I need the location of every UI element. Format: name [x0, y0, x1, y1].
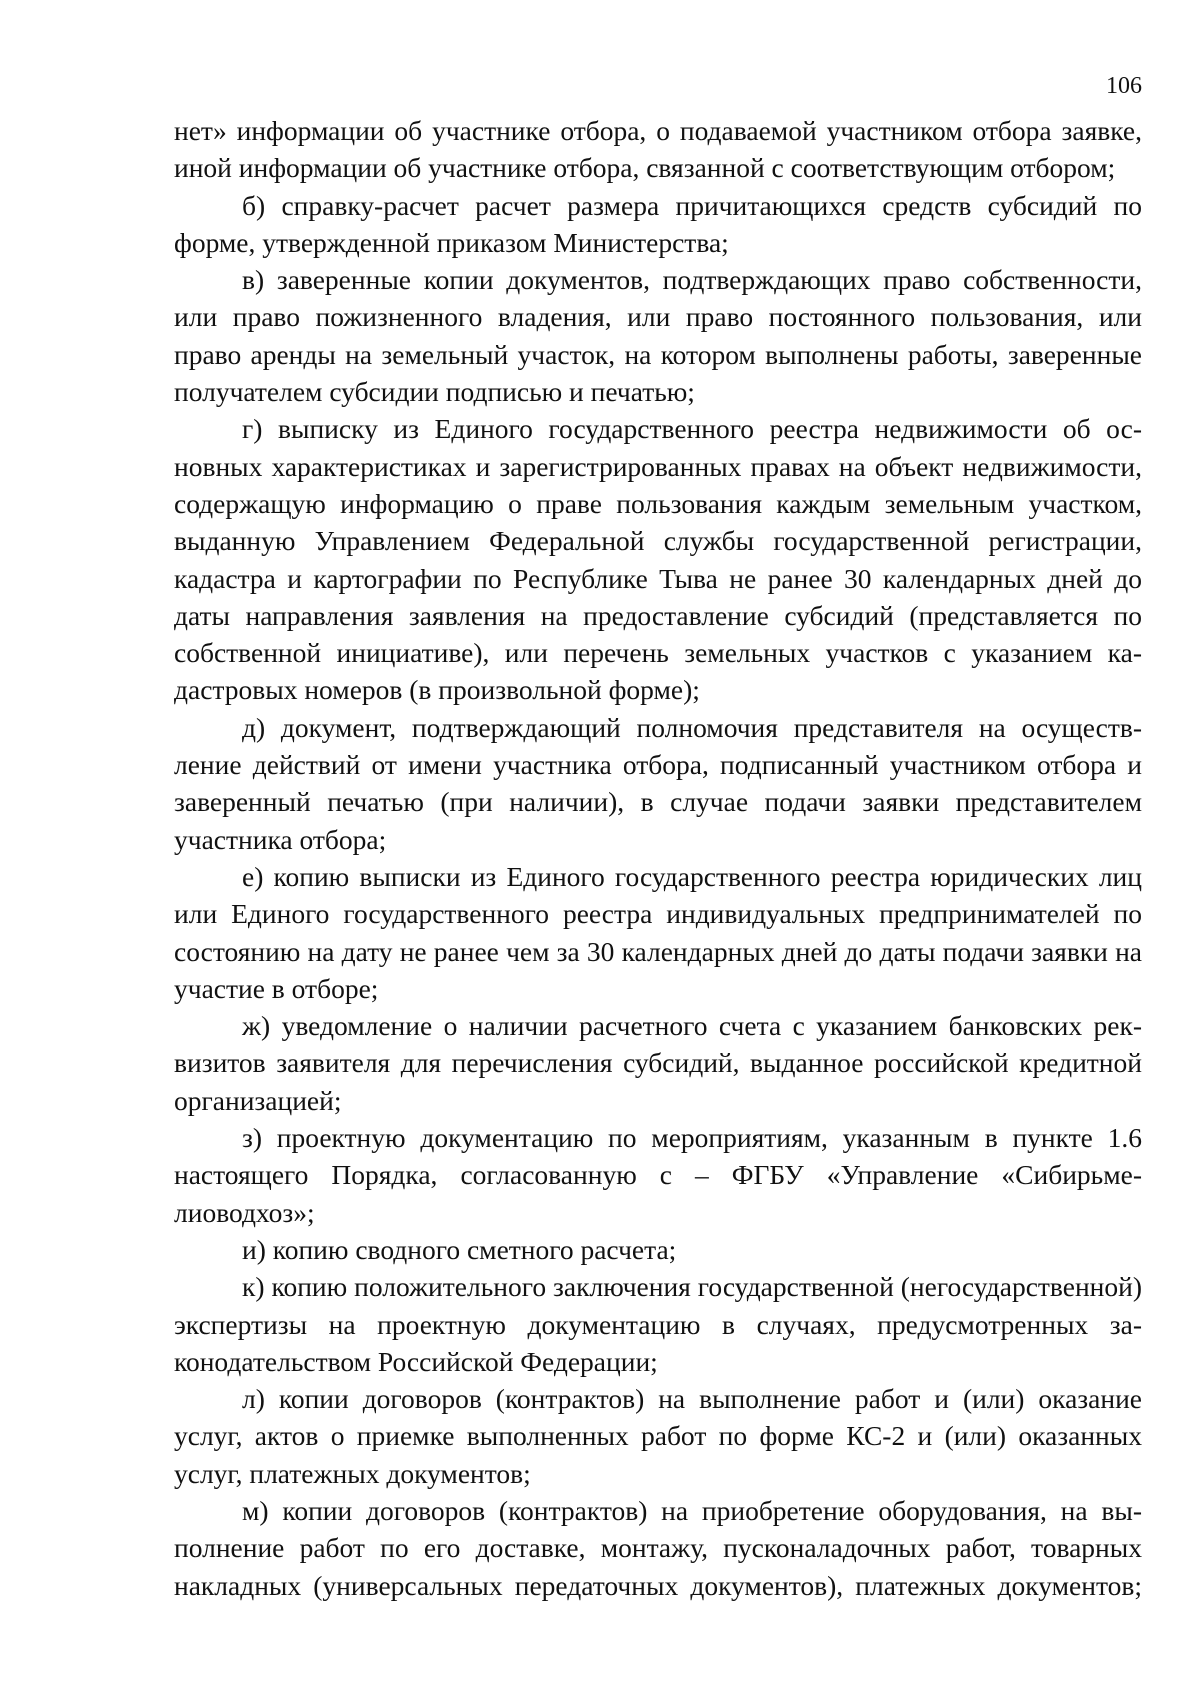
paragraph-b: б) справку-расчет расчет размера причитающихся средств субсидий по форме, утвержденной приказом Министерства; [174, 189, 1142, 258]
page-number: 106 [1106, 73, 1142, 99]
paragraph-i: и) копию сводного сметного расчета; [242, 1233, 677, 1265]
paragraph-v: в) заверенные копии документов, подтверждающих право собственности, или право пожизненного владения, или право постоянного пользования, или право аренды на земельный участок, на котором выполнены работы, заверенные получателем субсидии подписью и печатью; [174, 264, 1142, 408]
paragraph-l: л) копии договоров (контрактов) на выполнение работ и (или) оказание услуг, актов о приемке выполненных работ по форме КС-2 и (или) оказанных услуг, платежных документов; [174, 1383, 1142, 1489]
paragraph-k: к) копию положительного заключения государственной (негосударственной) экспертизы на проектную документацию в случаях, предусмотренных законодательством Российской Федерации; [174, 1271, 1142, 1377]
paragraph-z: з) проектную документацию по мероприятиям, указанным в пункте 1.6 настоящего Порядка, согласованную с – ФГБУ «Управление «Сибирьмелиоводхоз»; [174, 1122, 1142, 1228]
paragraph-d: д) документ, подтверждающий полномочия представителя на осуществление действий от имени участника отбора, подписанный участником отбора и заверенный печатью (при наличии), в случае подачи заявки представителем участника отбора; [174, 711, 1142, 855]
paragraph-continuation: нет» информации об участнике отбора, о подаваемой участником отбора заявке, иной информации об участнике отбора, связанной с соответствующим отбором; [174, 115, 1142, 184]
paragraph-e: е) копию выписки из Единого государственного реестра юридических лиц или Единого государственного реестра индивидуальных предпринимателей по состоянию на дату не ранее чем за 30 календарных дней до даты подачи заявки на участие в отборе; [174, 860, 1142, 1004]
paragraph-zh: ж) уведомление о наличии расчетного счета с указанием банковских реквизитов заявителя для перечисления субсидий, выданное российской кредитной организацией; [174, 1010, 1142, 1116]
paragraph-m: м) копии договоров (контрактов) на приобретение оборудования, на выполнение работ по его доставке, монтажу, пусконаладочных работ, товарных накладных (универсальных передаточных документов), платежных документов; [174, 1494, 1142, 1601]
paragraph-g: г) выписку из Единого государственного реестра недвижимости об основных характеристиках и зарегистрированных правах на объект недвижимости, содержащую информацию о праве пользования каждым земельным участком, выданную Управлением Федеральной службы государственной регистрации, кадастра и картографии по Республике Тыва не ранее 30 календарных дней до даты направления заявления на предоставление субсидий (представляется по собственной инициативе), или перечень земельных участков с указанием кадастровых номеров (в произвольной форме); [174, 413, 1142, 706]
document-body [174, 112, 1142, 1604]
